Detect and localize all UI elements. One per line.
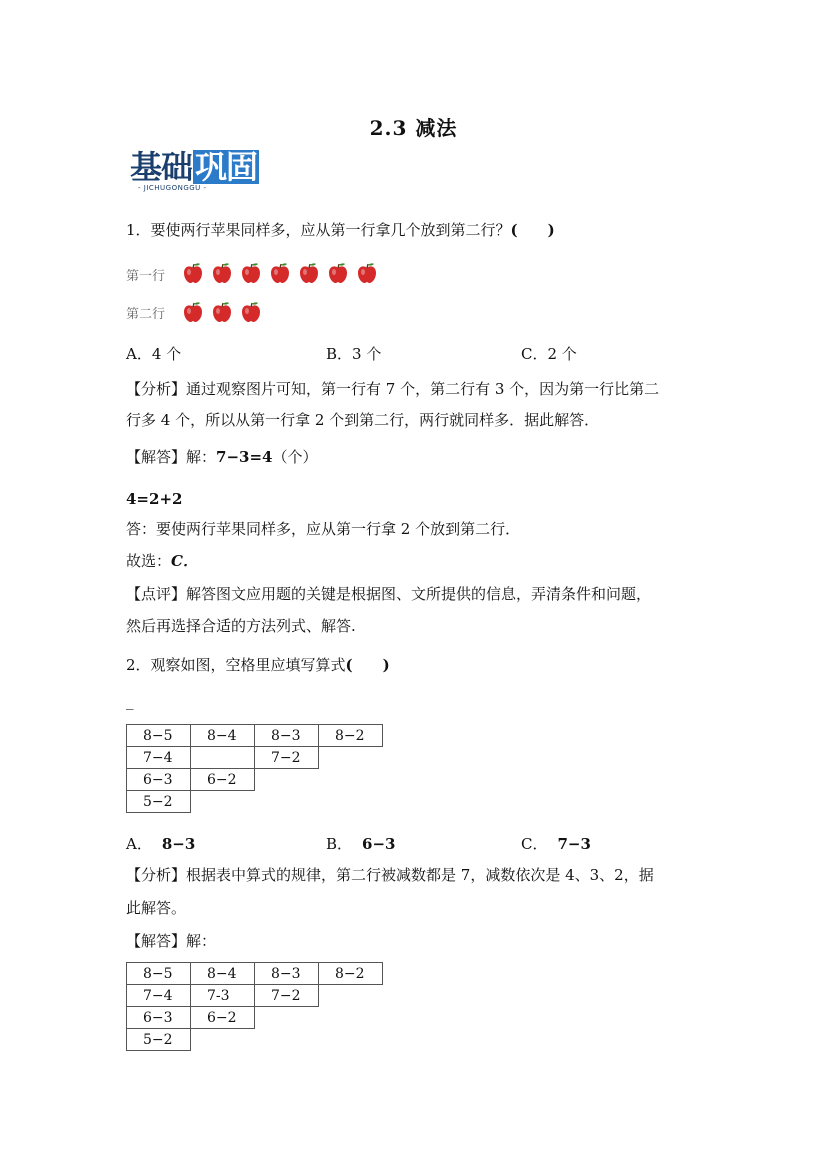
q2-answer-table-cell: 8−3 <box>255 963 319 985</box>
row2-apple-icon <box>181 300 205 324</box>
q2-answer-label: 【解答】解： <box>126 932 217 950</box>
q1-option-b: B．3 个 <box>326 345 382 363</box>
q1-answer-text: 答：要使两行苹果同样多，应从第一行拿 2 个放到第二行． <box>126 520 521 538</box>
q2-answer-table-cell: 7−4 <box>127 985 191 1007</box>
q2-table-cell <box>191 747 255 769</box>
row1-apple-icon <box>268 261 292 285</box>
row2-apple-icon <box>239 300 263 324</box>
q2-table-cell: 6−2 <box>191 769 255 791</box>
q2-question: 2．观察如图，空格里应填写算式( ) <box>126 656 390 674</box>
q2-table <box>126 724 383 813</box>
q2-table-empty <box>319 791 383 813</box>
q1-answer-line: 【解答】解：7−3=4（个） <box>126 448 318 466</box>
q2-table-cell: 7−2 <box>255 747 319 769</box>
row1-apple-icon <box>239 261 263 285</box>
q1-answer-equation: 4=2+2 <box>126 490 183 508</box>
q1-row2-label: 第二行 <box>126 307 166 322</box>
logo-text-b: 巩固 <box>195 148 258 186</box>
q1-row1-label: 第一行 <box>126 269 166 284</box>
q2-table-cell: 8−2 <box>319 725 383 747</box>
q2-answer-table-empty <box>255 1007 319 1029</box>
q2-answer-table-row <box>127 1029 383 1051</box>
q2-table-cell: 5−2 <box>127 791 191 813</box>
q2-table-cell: 8−4 <box>191 725 255 747</box>
row1-apple-icon <box>181 261 205 285</box>
row1-apple-icon <box>355 261 379 285</box>
q2-option-b: B． 6−3 <box>326 835 396 853</box>
q2-table-empty <box>319 769 383 791</box>
page-title: 2.3 减法 <box>369 116 458 140</box>
q2-option-c: C． 7−3 <box>521 835 591 853</box>
q2-table-row <box>127 769 383 791</box>
q2-option-a: A． 8−3 <box>126 835 196 853</box>
q2-table-empty <box>191 791 255 813</box>
q2-answer-table-cell: 8−5 <box>127 963 191 985</box>
logo-text-a: 基础 <box>130 148 193 186</box>
q1-option-a: A．4 个 <box>126 345 182 363</box>
q2-table-cell: 8−3 <box>255 725 319 747</box>
q2-dash: _ <box>126 692 134 710</box>
row1-apple-icon <box>210 261 234 285</box>
q2-answer-table <box>126 962 383 1051</box>
q2-table-empty <box>255 791 319 813</box>
q2-table-cell: 7−4 <box>127 747 191 769</box>
q1-analysis-line1: 【分析】通过观察图片可知，第一行有 7 个，第二行有 3 个，因为第一行比第二 <box>126 380 660 398</box>
q2-table-cell: 6−3 <box>127 769 191 791</box>
q1-comment-line2: 然后再选择合适的方法列式、解答. <box>126 617 356 635</box>
q2-answer-table-cell: 8−4 <box>191 963 255 985</box>
q1-choice: 故选：C． <box>126 552 198 570</box>
q2-answer-table-cell: 7-3 <box>191 985 255 1007</box>
row1-apple-icon <box>326 261 350 285</box>
q1-apple-row-1 <box>181 261 391 289</box>
q2-answer-table-cell: 7−2 <box>255 985 319 1007</box>
q2-table-cell: 8−5 <box>127 725 191 747</box>
q2-answer-table-empty <box>319 1029 383 1051</box>
q2-answer-table-cell: 6−3 <box>127 1007 191 1029</box>
q2-answer-table-row <box>127 963 383 985</box>
q2-table-row <box>127 791 383 813</box>
q2-analysis-line1: 【分析】根据表中算式的规律，第二行被减数都是 7，减数依次是 4、3、2，据 <box>126 866 654 884</box>
q2-table-row <box>127 747 383 769</box>
q1-question: 1．要使两行苹果同样多，应从第一行拿几个放到第二行？( ) <box>126 221 555 239</box>
q2-answer-table-cell: 6−2 <box>191 1007 255 1029</box>
q2-answer-table-cell: 5−2 <box>127 1029 191 1051</box>
q2-answer-table-row <box>127 985 383 1007</box>
q2-answer-table-empty <box>191 1029 255 1051</box>
q2-answer-table-empty <box>319 1007 383 1029</box>
q2-table-empty <box>255 769 319 791</box>
row1-apple-icon <box>297 261 321 285</box>
q2-answer-table-row <box>127 1007 383 1029</box>
q2-table-empty <box>319 747 383 769</box>
q1-apple-row-2 <box>181 300 391 328</box>
q2-answer-table-empty <box>255 1029 319 1051</box>
q1-analysis-line2: 行多 4 个，所以从第一行拿 2 个到第二行，两行就同样多．据此解答． <box>126 411 600 429</box>
q1-comment-line1: 【点评】解答图文应用题的关键是根据图、文所提供的信息，弄清条件和问题， <box>126 585 652 603</box>
logo-subtitle: - JICHUGONGGU - <box>138 184 207 192</box>
q1-option-c: C．2 个 <box>521 345 577 363</box>
q2-answer-table-empty <box>319 985 383 1007</box>
q2-table-row <box>127 725 383 747</box>
section-logo <box>130 150 275 192</box>
row2-apple-icon <box>210 300 234 324</box>
q2-analysis-line2: 此解答。 <box>126 899 187 917</box>
q2-answer-table-cell: 8−2 <box>319 963 383 985</box>
